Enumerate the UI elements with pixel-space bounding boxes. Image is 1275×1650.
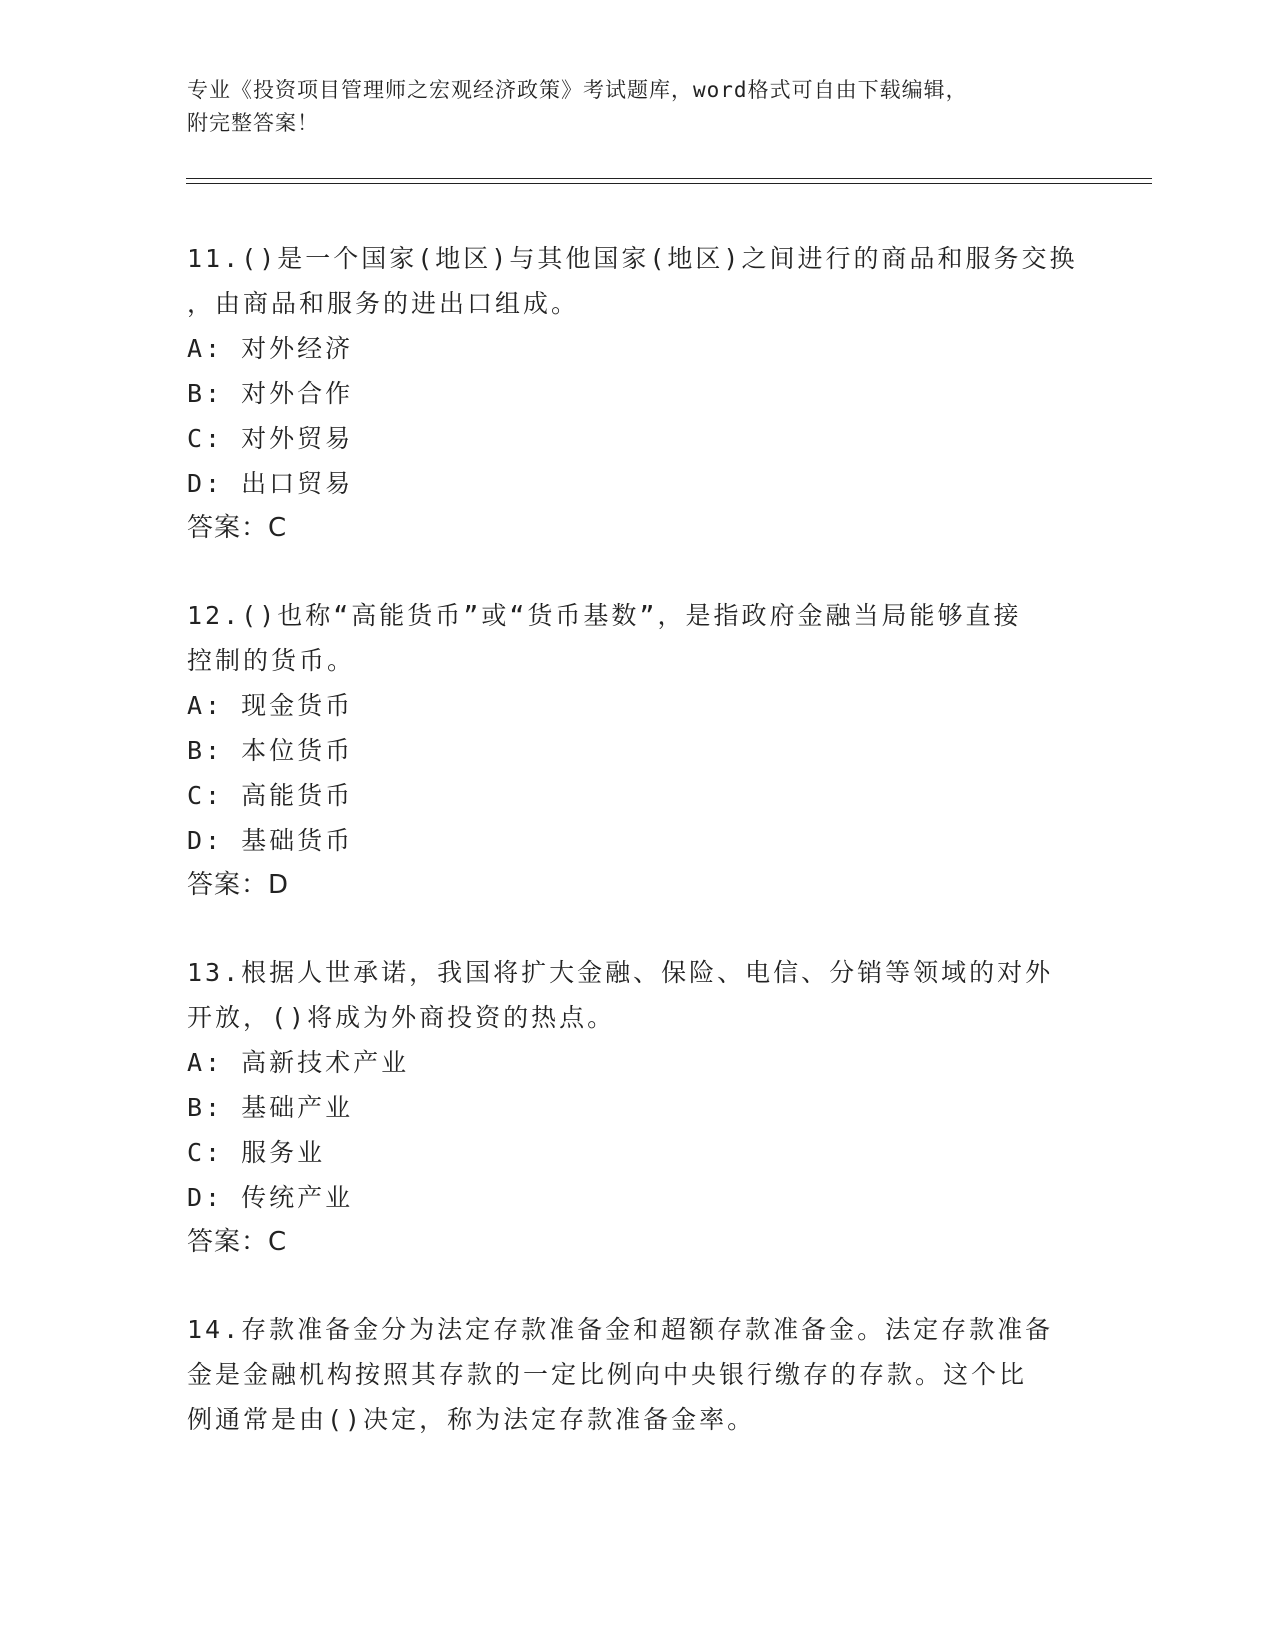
option-c: C: 服务业 bbox=[187, 1138, 326, 1167]
option-a: A: 高新技术产业 bbox=[187, 1048, 410, 1077]
question-stem-line: ，由商品和服务的进出口组成。 bbox=[187, 289, 580, 318]
option-d: D: 出口贸易 bbox=[187, 469, 354, 498]
answer: 答案：C bbox=[187, 1227, 288, 1257]
question-stem-line: 13.根据人世承诺，我国将扩大金融、保险、电信、分销等领域的对外 bbox=[187, 958, 1054, 987]
question-stem-line: 例通常是由()决定，称为法定存款准备金率。 bbox=[187, 1405, 756, 1434]
header-line-2: 附完整答案！ bbox=[187, 111, 319, 135]
question-list bbox=[187, 236, 1087, 1484]
question-14 bbox=[187, 1307, 1087, 1442]
option-b: B: 本位货币 bbox=[187, 736, 354, 765]
option-d: D: 基础货币 bbox=[187, 826, 354, 855]
question-stem-line: 14.存款准备金分为法定存款准备金和超额存款准备金。法定存款准备 bbox=[187, 1315, 1054, 1344]
answer: 答案：D bbox=[187, 870, 290, 900]
option-c: C: 对外贸易 bbox=[187, 424, 354, 453]
question-stem-line: 金是金融机构按照其存款的一定比例向中央银行缴存的存款。这个比 bbox=[187, 1360, 1028, 1389]
question-13 bbox=[187, 950, 1087, 1265]
question-stem-line: 开放，()将成为外商投资的热点。 bbox=[187, 1003, 616, 1032]
question-11 bbox=[187, 236, 1087, 551]
header-divider-top bbox=[186, 178, 1152, 179]
document-header bbox=[187, 74, 1087, 140]
option-c: C: 高能货币 bbox=[187, 781, 354, 810]
question-stem-line: 11.()是一个国家(地区)与其他国家(地区)之间进行的商品和服务交换 bbox=[187, 244, 1078, 273]
question-stem-line: 控制的货币。 bbox=[187, 646, 356, 675]
option-d: D: 传统产业 bbox=[187, 1183, 354, 1212]
option-a: A: 现金货币 bbox=[187, 691, 354, 720]
answer: 答案：C bbox=[187, 513, 288, 543]
header-divider-bottom bbox=[186, 183, 1152, 184]
option-b: B: 对外合作 bbox=[187, 379, 354, 408]
option-a: A: 对外经济 bbox=[187, 334, 354, 363]
header-line-1: 专业《投资项目管理师之宏观经济政策》考试题库，word格式可自由下载编辑， bbox=[187, 78, 968, 102]
question-12 bbox=[187, 593, 1087, 908]
option-b: B: 基础产业 bbox=[187, 1093, 354, 1122]
question-stem-line: 12.()也称“高能货币”或“货币基数”，是指政府金融当局能够直接 bbox=[187, 601, 1022, 630]
